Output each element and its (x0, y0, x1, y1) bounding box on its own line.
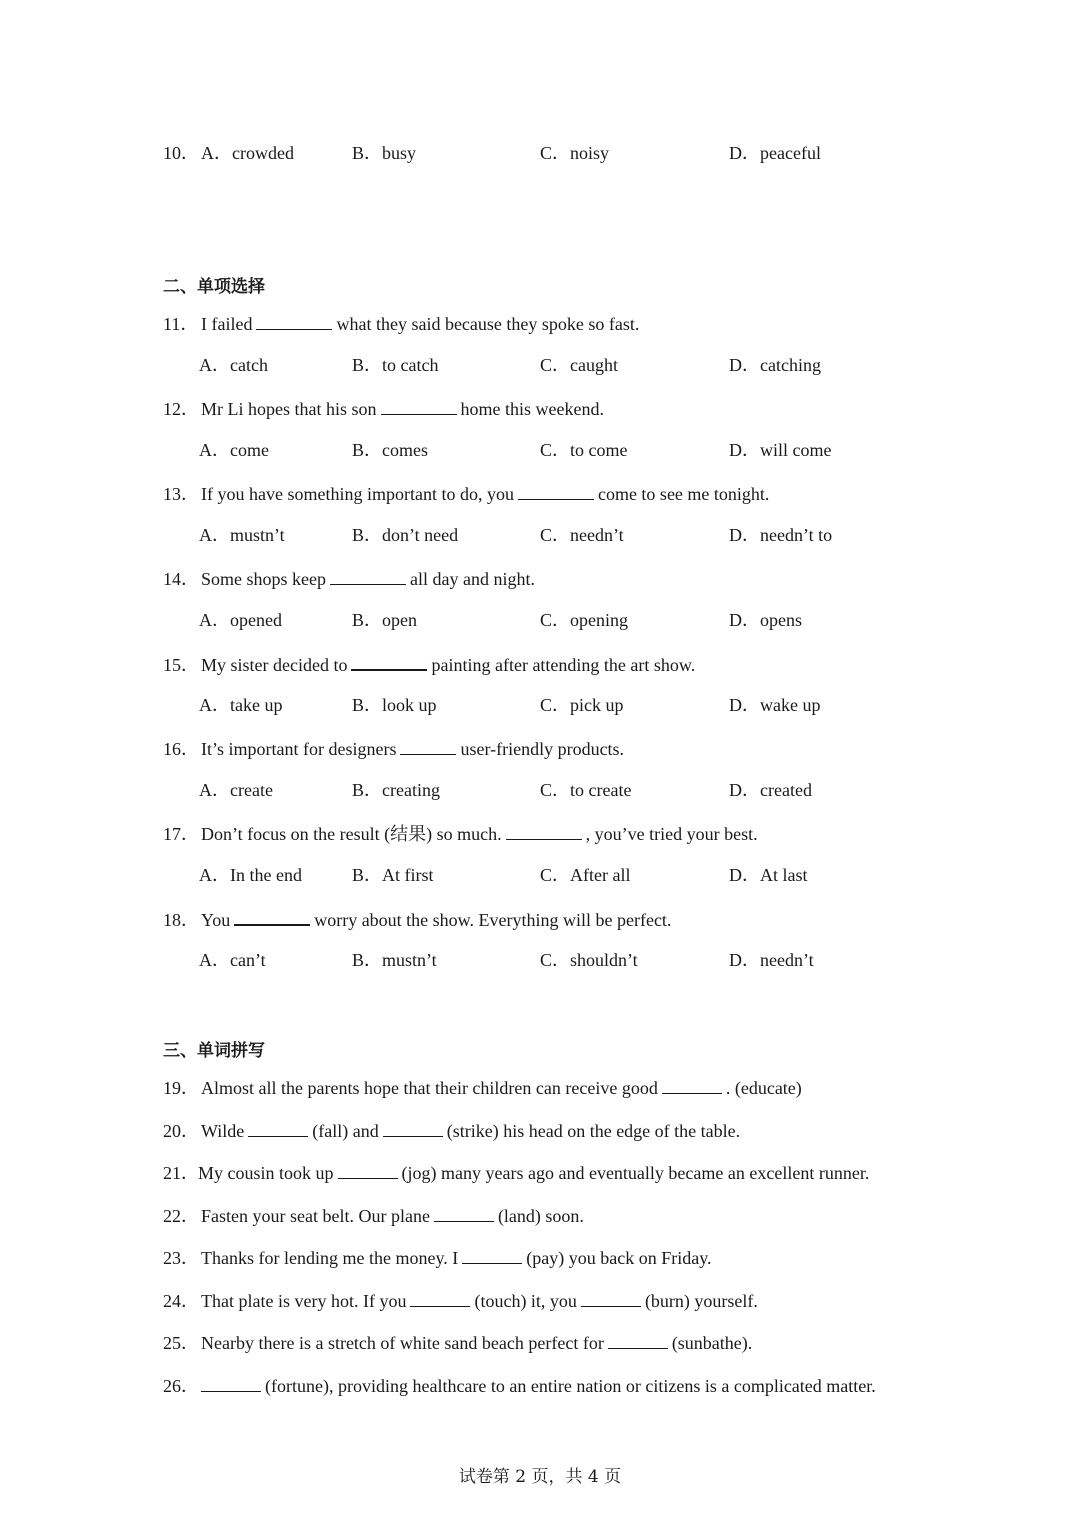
question-15-stem (163, 651, 695, 677)
sentence-text: Fasten your seat belt. Our plane (201, 1206, 430, 1226)
question-number: 25． (163, 1333, 199, 1353)
question-12-stem (163, 396, 604, 421)
option-b: B．comes (352, 440, 428, 460)
answer-blank (201, 1373, 261, 1392)
question-23 (163, 1245, 712, 1270)
option-b: B．to catch (352, 355, 439, 375)
option-a: A．In the end (199, 865, 302, 885)
sentence-text: . (educate) (725, 1078, 802, 1098)
stem-text: Mr Li hopes that his son (201, 399, 377, 419)
question-21 (163, 1160, 869, 1185)
stem-text: Some shops keep (201, 569, 326, 589)
stem-text: painting after attending the art show. (431, 655, 696, 675)
question-13-stem (163, 481, 769, 506)
question-25 (163, 1330, 752, 1355)
option-a: A．opened (199, 610, 282, 630)
option-b: B．creating (352, 780, 440, 800)
stem-text: home this weekend. (460, 399, 604, 419)
question-17-options (0, 863, 1080, 887)
option-c: C．needn’t (540, 525, 624, 545)
question-number: 12． (163, 399, 199, 419)
answer-blank (256, 311, 332, 330)
question-number: 11． (163, 314, 199, 334)
option-d: D．created (729, 780, 812, 800)
question-number: 22． (163, 1206, 199, 1226)
option-c: C．noisy (540, 143, 610, 163)
option-a: A．crowded (201, 143, 294, 163)
stem-text: all day and night. (410, 569, 535, 589)
option-c: C．to create (540, 780, 632, 800)
question-17-stem (163, 821, 758, 846)
question-11-stem (163, 311, 639, 336)
option-a: A．take up (199, 695, 283, 715)
sentence-text: Almost all the parents hope that their children can receive good (201, 1078, 658, 1098)
question-22 (163, 1203, 584, 1228)
stem-text: , you’ve tried your best. (585, 824, 758, 844)
answer-blank (234, 906, 310, 926)
answer-blank (662, 1075, 722, 1094)
answer-blank (381, 396, 457, 415)
question-11-options (0, 353, 1080, 377)
question-16-options (0, 778, 1080, 802)
sentence-text: (burn) yourself. (644, 1291, 758, 1311)
question-number: 21． (163, 1163, 199, 1183)
option-a: A．come (199, 440, 269, 460)
answer-blank (248, 1118, 308, 1137)
sentence-text: My cousin took up (198, 1163, 334, 1183)
answer-blank (518, 481, 594, 500)
answer-blank (400, 736, 456, 755)
question-10 (0, 141, 1080, 165)
option-a: A．create (199, 780, 273, 800)
question-15-options (0, 693, 1080, 717)
stem-text: Don’t focus on the result (结果) so much. (201, 824, 502, 844)
sentence-text: (sunbathe). (671, 1333, 753, 1353)
answer-blank (383, 1118, 443, 1137)
answer-blank (434, 1203, 494, 1222)
sentence-text: (touch) it, you (474, 1291, 577, 1311)
stem-text: My sister decided to (201, 655, 348, 675)
option-d: D．will come (729, 440, 832, 460)
question-number: 26． (163, 1376, 199, 1396)
option-d: D．peaceful (729, 143, 821, 163)
option-c: C．shouldn’t (540, 950, 638, 970)
option-d: D．needn’t to (729, 525, 833, 545)
question-number: 14． (163, 569, 199, 589)
question-number: 20． (163, 1121, 199, 1141)
section-heading-multiple-choice: 二、单项选择 (163, 277, 265, 297)
sentence-text: (jog) many years ago and eventually became an excellent runner. (401, 1163, 870, 1183)
sentence-text: (fortune), providing healthcare to an entire nation or citizens is a complicated matter. (265, 1376, 876, 1396)
option-b: B．look up (352, 695, 437, 715)
section-heading-spelling: 三、单词拼写 (163, 1041, 265, 1061)
sentence-text: Thanks for lending me the money. I (201, 1248, 459, 1268)
question-number: 17． (163, 824, 199, 844)
option-a: A．catch (199, 355, 268, 375)
answer-blank (581, 1288, 641, 1307)
question-24 (163, 1288, 758, 1313)
question-19 (163, 1075, 802, 1100)
stem-text: come to see me tonight. (597, 484, 770, 504)
question-13-options (0, 523, 1080, 547)
stem-text: user-friendly products. (460, 739, 625, 759)
stem-text: If you have something important to do, you (201, 484, 514, 504)
question-number: 19． (163, 1078, 199, 1098)
question-14-options (0, 608, 1080, 632)
stem-text: worry about the show. Everything will be perfect. (314, 910, 672, 930)
sentence-text: (pay) you back on Friday. (526, 1248, 712, 1268)
answer-blank (338, 1160, 398, 1179)
sentence-text: (strike) his head on the edge of the table. (446, 1121, 741, 1141)
page-footer: 试卷第 2 页，共 4 页 (458, 1467, 622, 1487)
question-16-stem (163, 736, 624, 761)
option-b: B．open (352, 610, 417, 630)
question-26 (163, 1373, 876, 1398)
option-d: D．At last (729, 865, 808, 885)
option-d: D．wake up (729, 695, 821, 715)
answer-blank (330, 566, 406, 585)
option-a: A．mustn’t (199, 525, 285, 545)
sentence-text: That plate is very hot. If you (201, 1291, 407, 1311)
sentence-text: (land) soon. (497, 1206, 584, 1226)
answer-blank (462, 1245, 522, 1264)
question-number: 15． (163, 655, 199, 675)
sentence-text: Wilde (201, 1121, 245, 1141)
answer-blank (506, 821, 582, 840)
option-d: D．needn’t (729, 950, 814, 970)
option-c: C．pick up (540, 695, 624, 715)
option-b: B．At first (352, 865, 434, 885)
sentence-text: Nearby there is a stretch of white sand beach perfect for (201, 1333, 604, 1353)
question-12-options (0, 438, 1080, 462)
option-a: A．can’t (199, 950, 266, 970)
option-c: C．opening (540, 610, 628, 630)
question-number: 16． (163, 739, 199, 759)
option-d: D．catching (729, 355, 821, 375)
question-14-stem (163, 566, 535, 591)
answer-blank (608, 1330, 668, 1349)
option-c: C．After all (540, 865, 631, 885)
question-number: 13． (163, 484, 199, 504)
question-number: 10． (163, 143, 199, 163)
option-c: C．caught (540, 355, 618, 375)
option-b: B．don’t need (352, 525, 459, 545)
answer-blank (351, 651, 427, 671)
question-number: 24． (163, 1291, 199, 1311)
option-d: D．opens (729, 610, 802, 630)
question-number: 23． (163, 1248, 199, 1268)
question-18-options (0, 948, 1080, 972)
sentence-text: (fall) and (312, 1121, 379, 1141)
option-b: B．mustn’t (352, 950, 437, 970)
stem-text: You (201, 910, 231, 930)
question-20 (163, 1118, 740, 1143)
question-18-stem (163, 906, 671, 932)
option-c: C．to come (540, 440, 628, 460)
option-b: B．busy (352, 143, 417, 163)
question-number: 18． (163, 910, 199, 930)
stem-text: what they said because they spoke so fast. (336, 314, 640, 334)
stem-text: It’s important for designers (201, 739, 397, 759)
answer-blank (410, 1288, 470, 1307)
stem-text: I failed (201, 314, 253, 334)
